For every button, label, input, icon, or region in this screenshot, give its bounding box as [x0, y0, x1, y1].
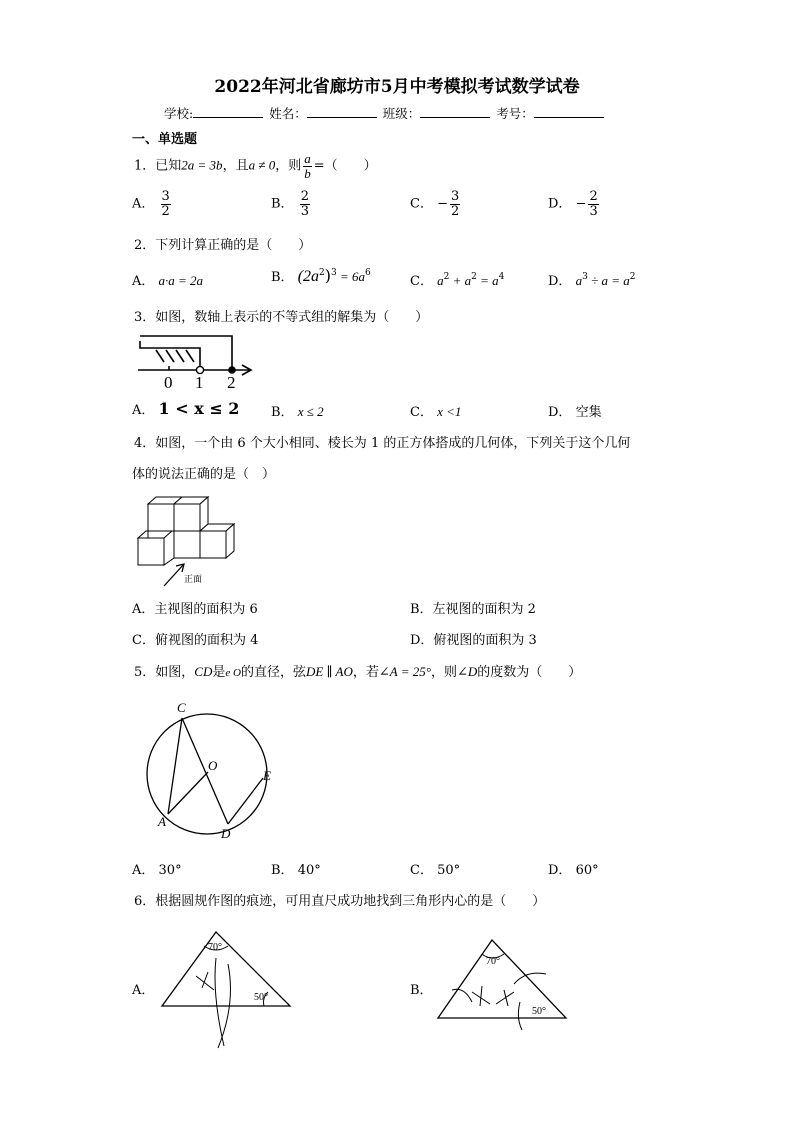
angle-top-label: 70° [208, 942, 222, 953]
q2-stem: 2．下列计算正确的是（ ） [134, 238, 312, 253]
point-d: D [221, 826, 231, 841]
q5-option-d[interactable] [548, 859, 599, 878]
class-label: 班级： [382, 106, 421, 121]
q3-option-b[interactable] [271, 401, 324, 420]
circle-figure [140, 696, 280, 842]
q3-option-a[interactable] [132, 399, 239, 418]
q6-option-a-label[interactable]: A． [132, 983, 155, 998]
option-text: 1 < x ≤ 2 [158, 399, 240, 418]
number-label: 考号： [496, 106, 534, 121]
option-label: A． [132, 403, 155, 418]
cube-stack [138, 497, 234, 565]
option-label: B． [271, 405, 294, 420]
q5-math: e O [225, 667, 241, 679]
q2-option-d[interactable] [548, 270, 635, 289]
option-label: C． [410, 863, 433, 878]
exponent: 3 [331, 268, 337, 278]
triangle [162, 932, 290, 1006]
q5-math: DE ∥ AO [305, 664, 353, 679]
option-label: C． [410, 274, 433, 289]
exponent: 6 [365, 268, 371, 278]
point-e: E [263, 768, 271, 783]
option-text: ) [324, 266, 332, 285]
q5-stem-text: 的度数为（ ） [477, 665, 582, 680]
fraction-numerator: 3 [451, 189, 460, 204]
q3-option-c[interactable] [410, 401, 461, 420]
option-sign: − [575, 196, 587, 212]
q1-stem-text: ，且 [222, 158, 249, 174]
option-fraction [161, 190, 171, 218]
point-a: A [158, 814, 166, 829]
point-o: O [208, 758, 218, 773]
axis-label-1: 1 [195, 373, 204, 392]
option-text: a [575, 273, 583, 288]
option-fraction [300, 190, 310, 218]
option-text: 60° [575, 863, 599, 878]
fraction-denominator: 3 [300, 203, 309, 219]
front-label: 正面 [184, 574, 203, 584]
q5-option-a[interactable] [132, 859, 182, 878]
q1-stem-text: ，则 [275, 158, 302, 174]
q1-option-c[interactable] [410, 190, 462, 218]
option-text: 40° [297, 863, 321, 878]
q1-stem [134, 152, 377, 180]
option-text: ÷ a = a [587, 273, 630, 288]
fraction-denominator: b [304, 165, 311, 181]
exponent: 2 [319, 268, 325, 278]
fraction-denominator: 2 [451, 203, 460, 219]
axis-label-2: 2 [227, 373, 236, 392]
q5-stem-text: 是 [212, 665, 226, 680]
q3-option-d[interactable] [548, 401, 602, 420]
option-label: C． [410, 196, 433, 212]
class-blank[interactable] [420, 105, 490, 118]
fraction-numerator: 3 [161, 189, 170, 204]
option-label: B． [271, 196, 294, 212]
q4-option-c[interactable]: C．俯视图的面积为 4 [132, 633, 259, 648]
q5-stem-text: ，若 [352, 665, 379, 680]
option-label: C． [410, 405, 433, 420]
number-line-solution-brackets [140, 336, 232, 370]
option-label: A． [132, 274, 155, 289]
option-text: (2a [297, 268, 320, 285]
q3-stem: 3．如图，数轴上表示的不等式组的解集为（ ） [134, 310, 429, 325]
q1-stem-text: 1．已知 [134, 158, 182, 174]
q5-option-b[interactable] [271, 859, 321, 878]
angle-right-label: 50° [254, 992, 268, 1003]
option-text: x <1 [437, 404, 462, 419]
student-info-row [164, 104, 606, 122]
school-label: 学校: [164, 106, 194, 121]
q5-math: ∠D [457, 664, 478, 679]
axis-label-0: 0 [164, 373, 173, 392]
fraction-denominator: 3 [589, 203, 598, 219]
q1-option-b[interactable] [271, 190, 312, 218]
fraction-numerator: 2 [300, 189, 309, 204]
option-text: 50° [437, 863, 461, 878]
q4-option-a[interactable]: A．主视图的面积为 6 [132, 602, 258, 617]
q6-figure-a[interactable] [156, 924, 296, 1054]
option-text: a [437, 273, 444, 288]
q5-option-c[interactable] [410, 859, 460, 878]
fraction-denominator: 2 [161, 203, 170, 219]
q6-option-b-label[interactable]: B． [410, 983, 433, 998]
angle-right-label: 50° [532, 1006, 546, 1017]
page-title: 2022年河北省廊坊市5月中考模拟考试数学试卷 [214, 77, 580, 97]
q5-stem [134, 661, 581, 680]
option-fraction [450, 190, 460, 218]
option-label: D． [548, 405, 572, 420]
q4-option-b[interactable]: B．左视图的面积为 2 [410, 602, 536, 617]
q1-equation: 2a = 3b [181, 157, 223, 173]
option-text: + a [449, 273, 472, 288]
option-text: 空集 [575, 405, 602, 420]
q4-option-d[interactable]: D．俯视图的面积为 3 [410, 633, 537, 648]
exponent: 2 [471, 272, 477, 282]
number-line-figure [136, 334, 256, 390]
option-label: B． [271, 270, 294, 285]
exponent: 2 [443, 272, 450, 282]
option-label: A． [132, 863, 155, 878]
option-label: D． [548, 196, 572, 212]
q1-option-d[interactable] [548, 190, 601, 218]
q1-fraction [303, 152, 312, 180]
option-fraction [588, 190, 598, 218]
option-text: = 6a [336, 269, 366, 284]
exponent: 4 [498, 272, 505, 282]
q5-stem-text: 5．如图， [134, 665, 195, 680]
school-blank[interactable] [193, 105, 263, 118]
q1-stem-text: =（ ） [313, 158, 377, 174]
fraction-numerator: 2 [589, 189, 598, 204]
name-blank[interactable] [307, 105, 377, 118]
q5-stem-text: 的直径，弦 [240, 665, 306, 680]
option-text: x ≤ 2 [297, 404, 324, 419]
q5-math: ∠A = 25° [378, 664, 431, 679]
q5-stem-text: ，则 [430, 665, 457, 680]
q4-stem-line2: 体的说法正确的是（ ） [132, 467, 276, 482]
number-blank[interactable] [534, 105, 604, 118]
fraction-numerator: a [304, 151, 311, 166]
option-label: D． [548, 274, 572, 289]
exponent: 3 [582, 272, 588, 282]
q6-figure-b[interactable] [434, 934, 574, 1034]
option-text: 30° [158, 863, 182, 878]
q1-condition: a ≠ 0 [248, 157, 276, 173]
option-label: D． [548, 863, 572, 878]
option-label: A． [132, 196, 155, 212]
front-view-arrow [164, 564, 184, 586]
q2-option-c[interactable] [410, 270, 504, 289]
point-c: C [177, 700, 186, 715]
q1-option-a[interactable] [132, 190, 173, 218]
exponent: 2 [629, 272, 636, 282]
name-label: 姓名： [269, 106, 307, 121]
q6-stem: 6．根据圆规作图的痕迹，可用直尺成功地找到三角形内心的是（ ） [134, 894, 546, 909]
option-label: B． [271, 863, 294, 878]
q2-option-b[interactable] [271, 266, 371, 286]
cube-stack-figure [136, 492, 246, 588]
option-text: = a [476, 273, 499, 288]
q5-math: CD [194, 664, 213, 679]
q4-stem-line1: 4．如图，一个由 6 个大小相同、棱长为 1 的正方体搭成的几何体，下列关于这个几何 [134, 436, 631, 451]
section-heading: 一、单选题 [132, 132, 198, 147]
option-sign: − [437, 196, 448, 212]
angle-top-label: 70° [486, 956, 500, 967]
q2-option-a[interactable] [132, 270, 203, 289]
option-text: a·a = 2a [158, 273, 204, 288]
triangle [438, 940, 566, 1018]
